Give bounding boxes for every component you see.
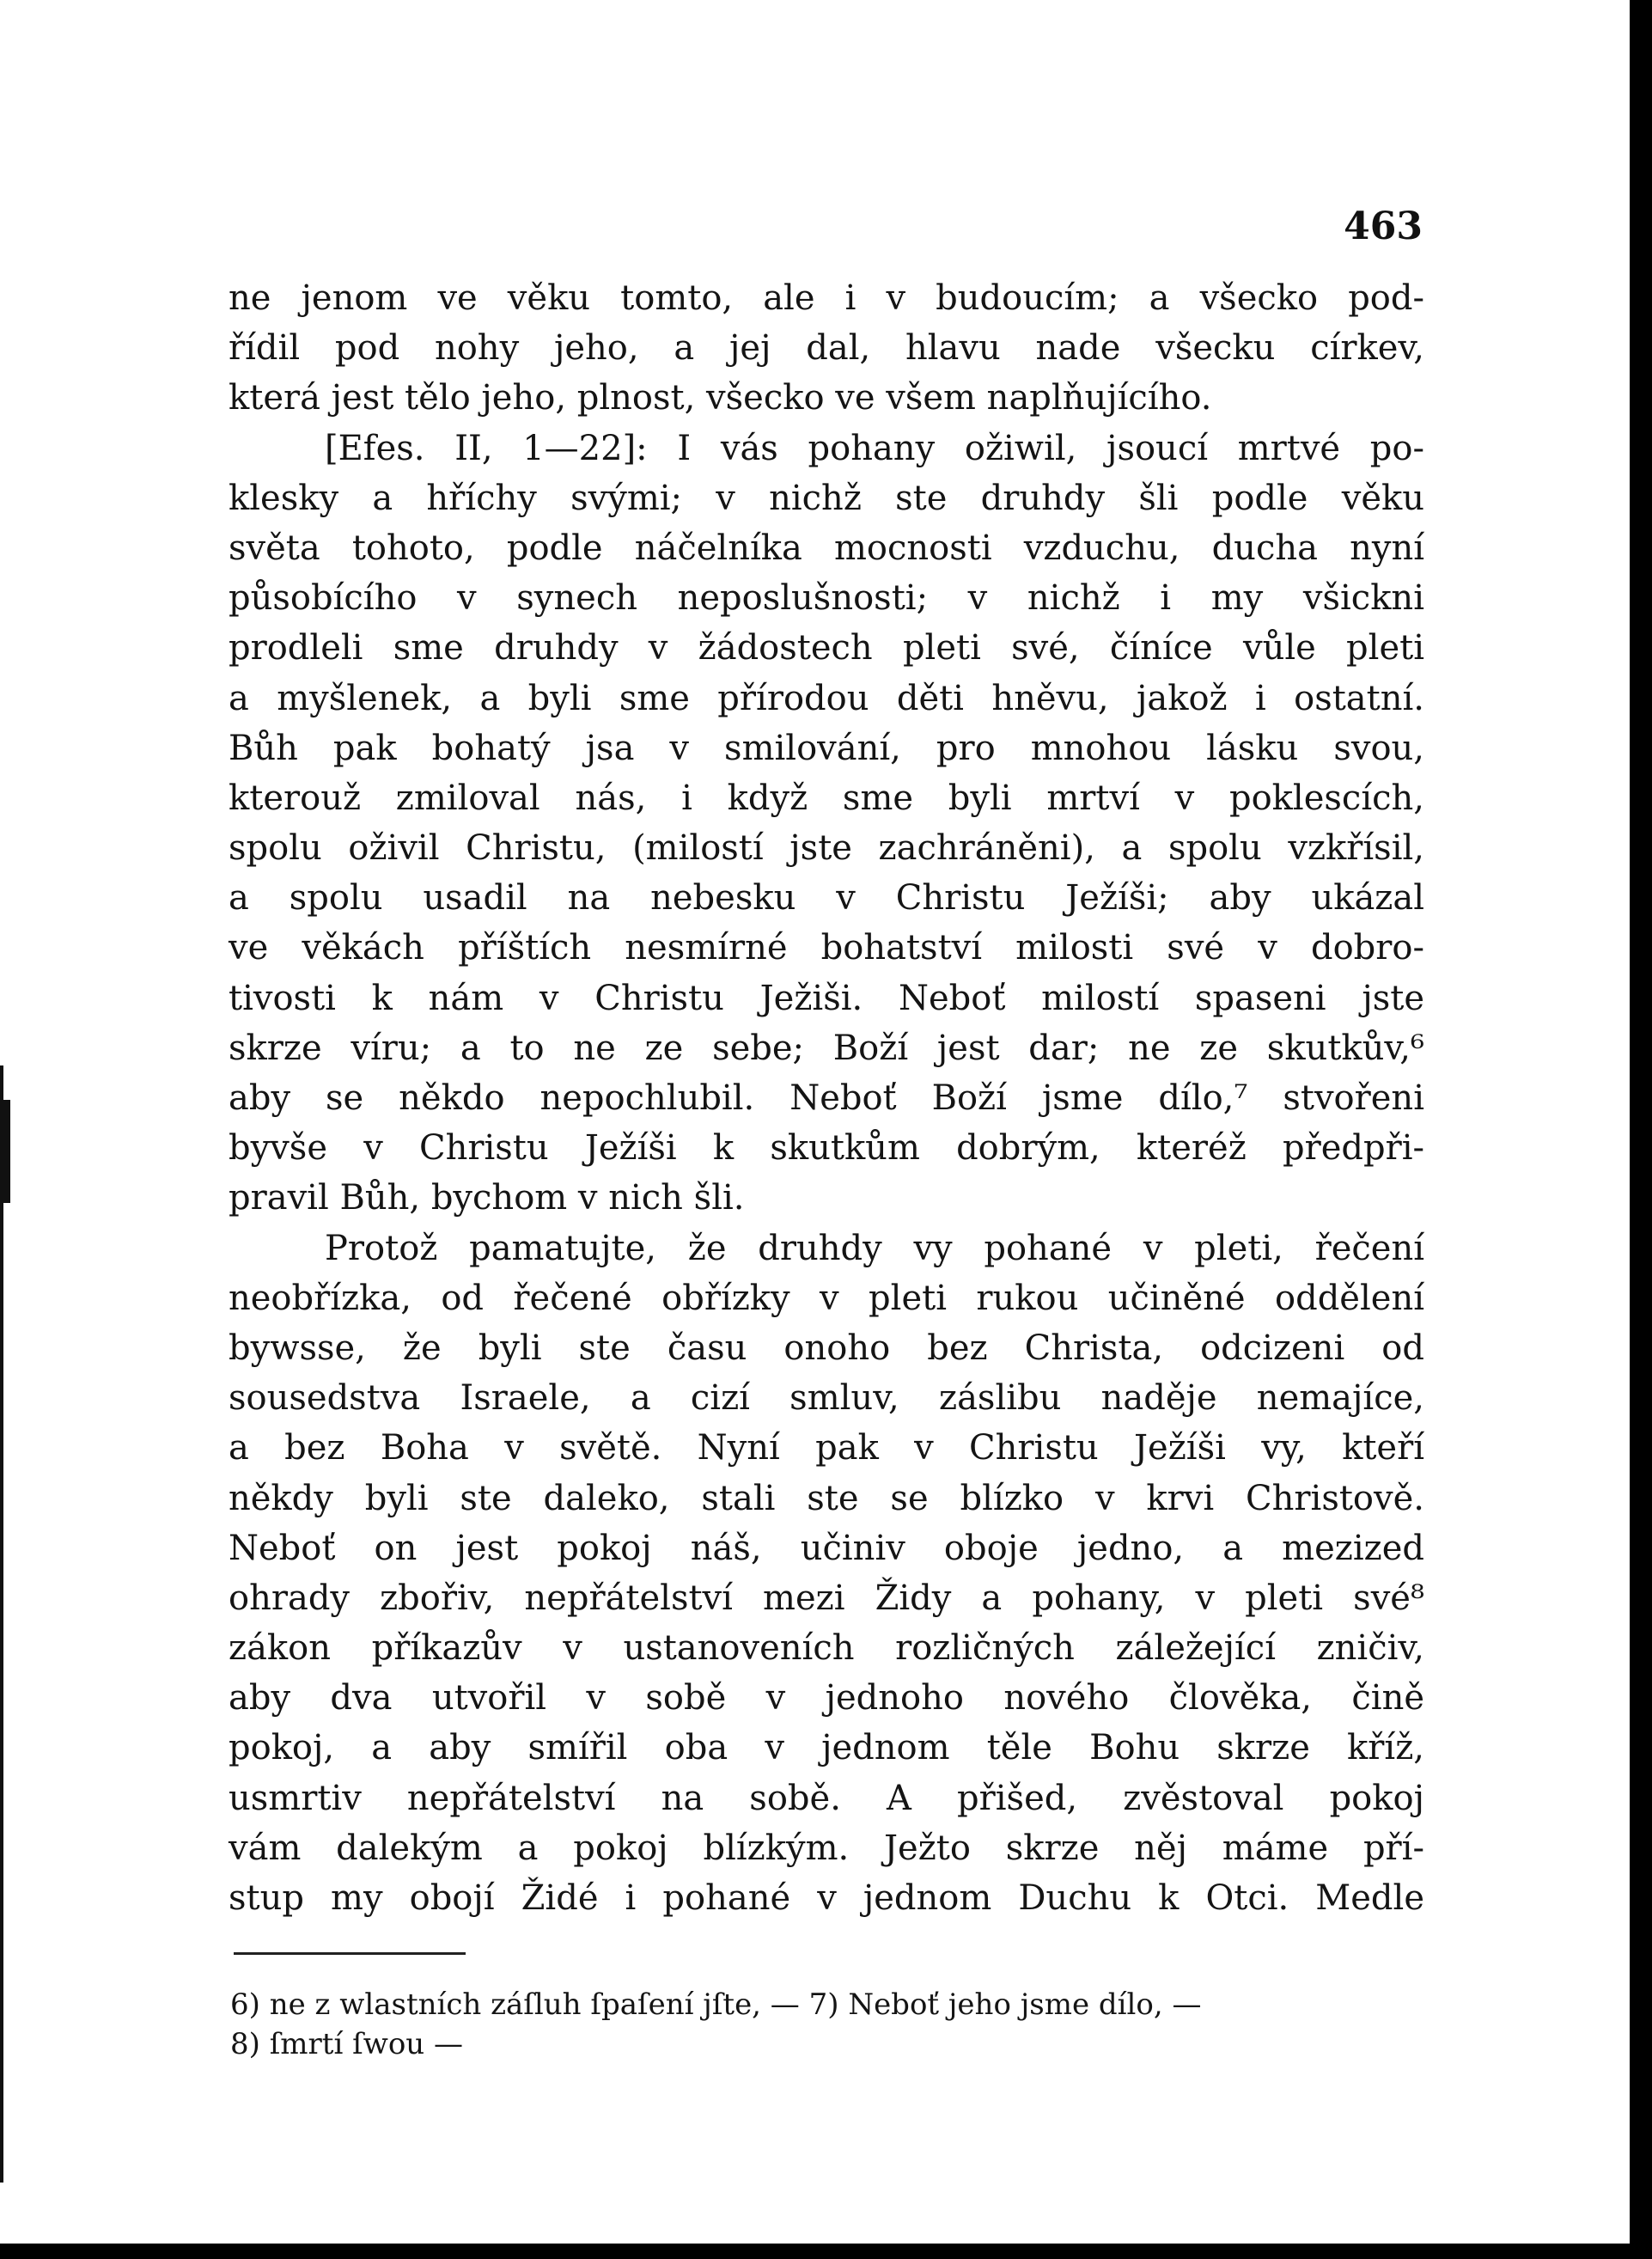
text-line: Protož pamatujte, že druhdy vy pohané v pleti, řečení xyxy=(325,1228,1424,1268)
text-line: spolu oživil Christu, (milostí jste zachráněni), a spolu vzkřísil, xyxy=(229,828,1424,869)
text-line: Bůh pak bohatý jsa v smilování, pro mnohou lásku svou, xyxy=(229,728,1424,768)
text-line: působícího v synech neposlušnosti; v nichž i my všickni xyxy=(229,578,1424,619)
text-line: kterouž zmiloval nás, i když sme byli mrtví v poklescích, xyxy=(229,778,1424,818)
text-line: klesky a hříchy svými; v nichž ste druhdy šli podle věku xyxy=(229,478,1424,518)
text-line: Neboť on jest pokoj náš, učiniv oboje jedno, a mezized xyxy=(229,1528,1424,1568)
text-line: zákon příkazův v ustanoveních rozličných záležející zničiv, xyxy=(229,1628,1424,1669)
text-line: a myšlenek, a byli sme přírodou děti hněvu, jakož i ostatní. xyxy=(229,678,1424,718)
text-line: ve věkách příštích nesmírné bohatství milosti své v dobro- xyxy=(229,928,1424,968)
text-line: bywsse, že byli ste času onoho bez Christa, odcizeni od xyxy=(229,1328,1424,1368)
text-line: byvše v Christu Ježíši k skutkům dobrým, kteréž předpři- xyxy=(229,1128,1424,1169)
text-line: skrze víru; a to ne ze sebe; Boží jest dar; ne ze skutkův,⁶ xyxy=(229,1028,1424,1068)
page-number: 463 xyxy=(1344,205,1423,248)
text-line: aby se někdo nepochlubil. Neboť Boží jsme dílo,⁷ stvořeni xyxy=(229,1078,1424,1118)
text-line: světa tohoto, podle náčelníka mocnosti vzduchu, ducha nyní xyxy=(229,528,1424,568)
text-line: ne jenom ve věku tomto, ale i v budoucím; a všecko pod- xyxy=(229,278,1424,318)
text-line: ohrady zbořiv, nepřátelství mezi Židy a pohany, v pleti své⁸ xyxy=(229,1578,1424,1618)
text-line: někdy byli ste daleko, stali ste se blízko v krvi Christově. xyxy=(229,1478,1424,1518)
footnotes xyxy=(230,1985,1426,2064)
text-line: která jest tělo jeho, plnost, všecko ve všem naplňujícího. xyxy=(229,378,1212,418)
text-line: vám dalekým a pokoj blízkým. Ježto skrze něj máme pří- xyxy=(229,1828,1424,1868)
text-line: a bez Boha v světě. Nyní pak v Christu Ježíši vy, kteří xyxy=(229,1428,1424,1468)
text-line: a spolu usadil na nebesku v Christu Ježíši; aby ukázal xyxy=(229,878,1424,919)
scan-edge-marks xyxy=(0,1065,14,2183)
footnote-line: 8) ſmrtí ſwou — xyxy=(230,2027,463,2061)
body-text xyxy=(229,273,1424,1923)
text-line: řídil pod nohy jeho, a jej dal, hlavu nade všecku církev, xyxy=(229,328,1424,369)
text-line: usmrtiv nepřátelství na sobě. A přišed, zvěstoval pokoj xyxy=(229,1778,1424,1818)
text-line: stup my obojí Židé i pohané v jednom Duchu k Otci. Medle xyxy=(229,1878,1424,1918)
text-line: neobřízka, od řečené obřízky v pleti rukou učiněné oddělení xyxy=(229,1278,1424,1318)
text-line: tivosti k nám v Christu Ježiši. Neboť milostí spaseni jste xyxy=(229,978,1424,1018)
text-line: pokoj, a aby smířil oba v jednom těle Bohu skrze kříž, xyxy=(229,1728,1424,1768)
footnote-line: 6) ne z wlastních záſluh ſpaſení jſte, — 7) Neboť jeho jsme dílo, — xyxy=(230,1987,1202,2022)
text-line: sousedstva Israele, a cizí smluv, záslibu naděje nemajíce, xyxy=(229,1378,1424,1419)
footnote-separator xyxy=(234,1952,466,1955)
text-line: [Efes. II, 1—22]: I vás pohany ožiwil, jsoucí mrtvé po- xyxy=(325,428,1424,468)
text-line: aby dva utvořil v sobě v jednoho nového člověka, čině xyxy=(229,1678,1424,1719)
text-line: prodleli sme druhdy v žádostech pleti své, číníce vůle pleti xyxy=(229,628,1424,669)
text-line: pravil Bůh, bychom v nich šli. xyxy=(229,1178,745,1218)
